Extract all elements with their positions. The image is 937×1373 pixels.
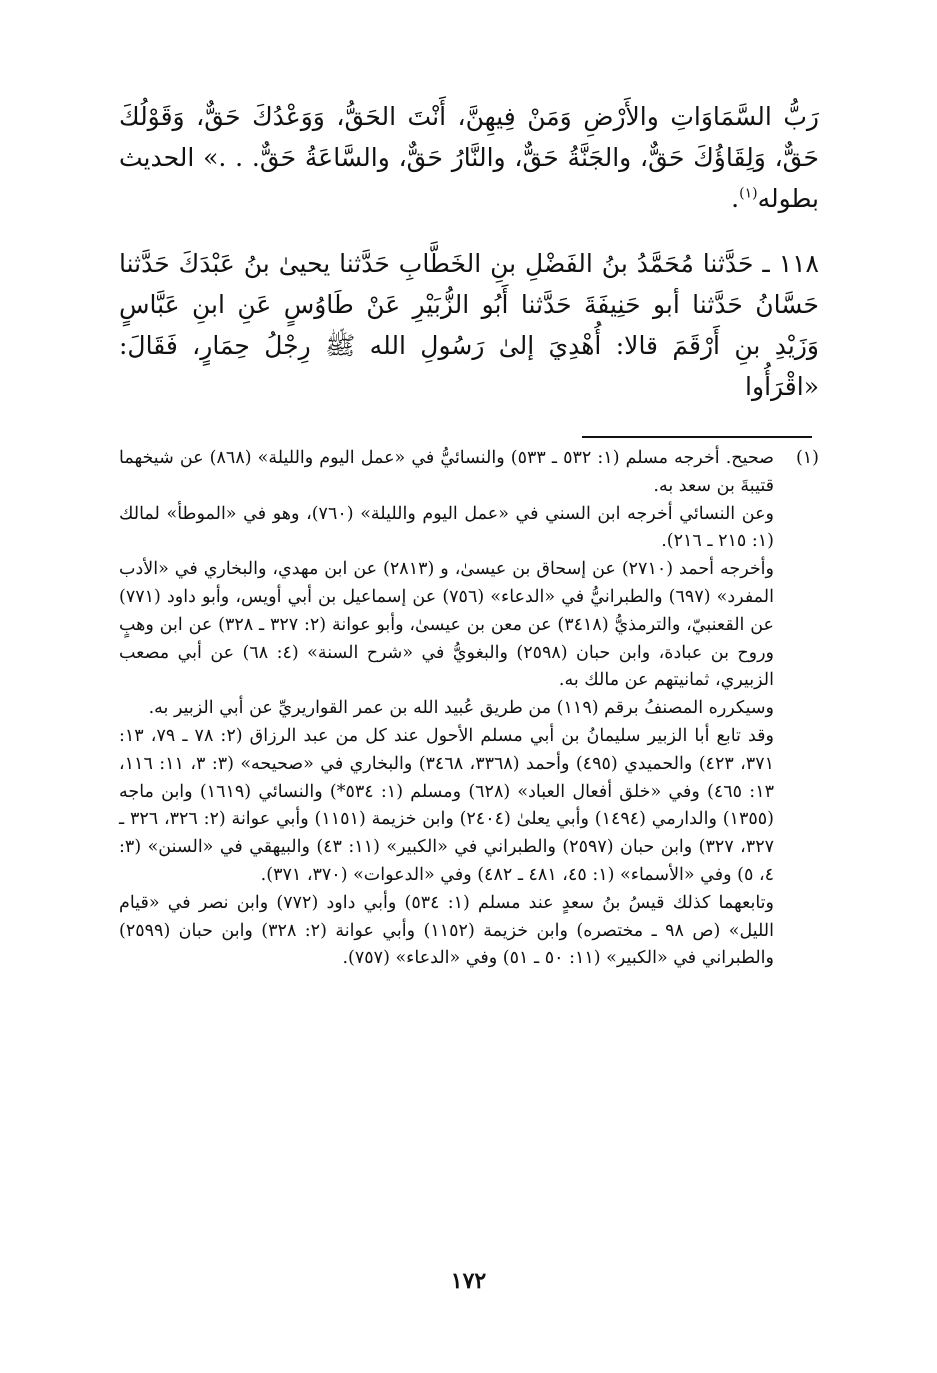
page-number: ١٧٢ [450,1268,487,1294]
footnote-paragraph: وعن النسائي أخرجه ابن السني في «عمل اليوم والليلة» (٧٦٠)، وهو في «الموطأ» لمالك (١: ٢١٥ ـ ٢١٦). [119,503,774,552]
footnote-body [119,445,774,973]
main-paragraph-1-text: رَبُّ السَّمَاوَاتِ والأَرْضِ وَمَنْ فِيهِنَّ، أَنْتَ الحَقُّ، وَوَعْدُكَ حَقٌّ، وَقَوْلُكَ حَقٌّ، وَلِقَاؤُكَ حَقٌّ، والجَنَّةُ حَقٌّ، والنَّارُ حَقٌّ، والسَّاعَةُ حَقٌّ. . .» الحديث بطوله [119,102,819,213]
footnotes [119,445,819,973]
main-paragraph-1 [119,96,819,219]
footnote-number: (١) [795,448,819,468]
footnote-paragraph: وأخرجه أحمد (٢٧١٠) عن إسحاق بن عيسىٰ، و (٢٨١٣) عن ابن مهدي، والبخاري في «الأدب المفرد» (٦٩٧) والطبرانيُّ في «الدعاء» (٧٥٦) عن إسماعيل بن أبي أويس، وأبو داود (٧٧١) عن القعنبيّ، والترمذيُّ (٣٤١٨) عن معن بن عيسىٰ، وأبو عوانة (٢: ٣٢٧ ـ ٣٢٨) عن ابن وهبٍ وروح بن عبادة، وابن حبان (٢٥٩٨) والبغويُّ في «شرح السنة» (٤: ٦٨) عن أبي مصعب الزبيري، ثمانيتهم عن مالك به. [119,559,775,691]
footnote-paragraph: وسيكرره المصنفُ برقم (١١٩) من طريق عُبيد الله بن عمر القواريريِّ عن أبي الزبير به. [148,698,774,719]
footnote-separator [582,436,812,438]
footnote-marker: (١) [739,185,758,202]
main-paragraph-1-end: . [731,184,740,213]
footnote-paragraph: وقد تابع أبا الزبير سليمانُ بن أبي مسلم الأحول عند كل من عبد الرزاق (٢: ٧٨ ـ ٧٩، ١٣: ٣٧١، ٤٢٣) والحميدي (٤٩٥) وأحمد (٣٣٦٨، ٣٤٦٨) والبخاري في «صحيحه» (٣: ٣، ١١: ١١٦، ١٣: ٤٦٥) وفي «خلق أفعال العباد» (٦٢٨) ومسلم (١: ٥٣٤*) والنسائي (١٦١٩) وابن ماجه (١٣٥٥) والدارمي (١٤٩٤) وأبي يعلىٰ (٢٤٠٤) وابن خزيمة (١١٥١) وأبي عوانة (٢: ٣٢٦، ٣٢٦ ـ ٣٢٧، ٣٢٧) وابن حبان (٢٥٩٧) والطبراني في «الكبير» (١١: ٤٣) والبيهقي في «السنن» (٣: ٤، ٥) وفي «الأسماء» (١: ٤٥، ٤٨١ ـ ٤٨٢) وفي «الدعوات» (٣٧٠، ٣٧١). [119,725,775,885]
footnote-paragraph: صحيح. أخرجه مسلم (١: ٥٣٢ ـ ٥٣٣) والنسائيُّ في «عمل اليوم والليلة» (٨٦٨) عن شيخهما قتيبةَ بن سعد به. [119,448,775,496]
main-text [119,96,819,407]
footnote-1 [119,445,819,973]
main-paragraph-2: ١١٨ ـ حَدَّثنا مُحَمَّدُ بنُ الفَضْلِ بنِ الخَطَّابِ حَدَّثنا يحيىٰ بنُ عَبْدَكَ حَدَّثنا حَسَّانُ حَدَّثنا أبو حَنِيفَةَ حَدَّثنا أَبُو الزُّبَيْرِ عَنْ طَاوُسٍ عَنِ ابنِ عَبَّاسٍ وَزَيْدِ بنِ أَرْقَمَ قالا: أُهْدِيَ إلىٰ رَسُولِ الله ﷺ رِجْلُ حِمَارٍ، فَقَالَ: «اقْرَأُوا [119,249,819,401]
footnote-paragraph: وتابعهما كذلك قيسُ بنُ سعدٍ عند مسلم (١: ٥٣٤) وأبي داود (٧٧٢) وابن نصر في «قيام الليل» (ص ٩٨ ـ مختصره) وابن خزيمة (١١٥٢) وأبي عوانة (٢: ٣٢٨) وابن حبان (٢٥٩٩) والطبراني في «الكبير» (١١: ٥٠ ـ ٥١) وفي «الدعاء» (٧٥٧). [119,892,774,969]
